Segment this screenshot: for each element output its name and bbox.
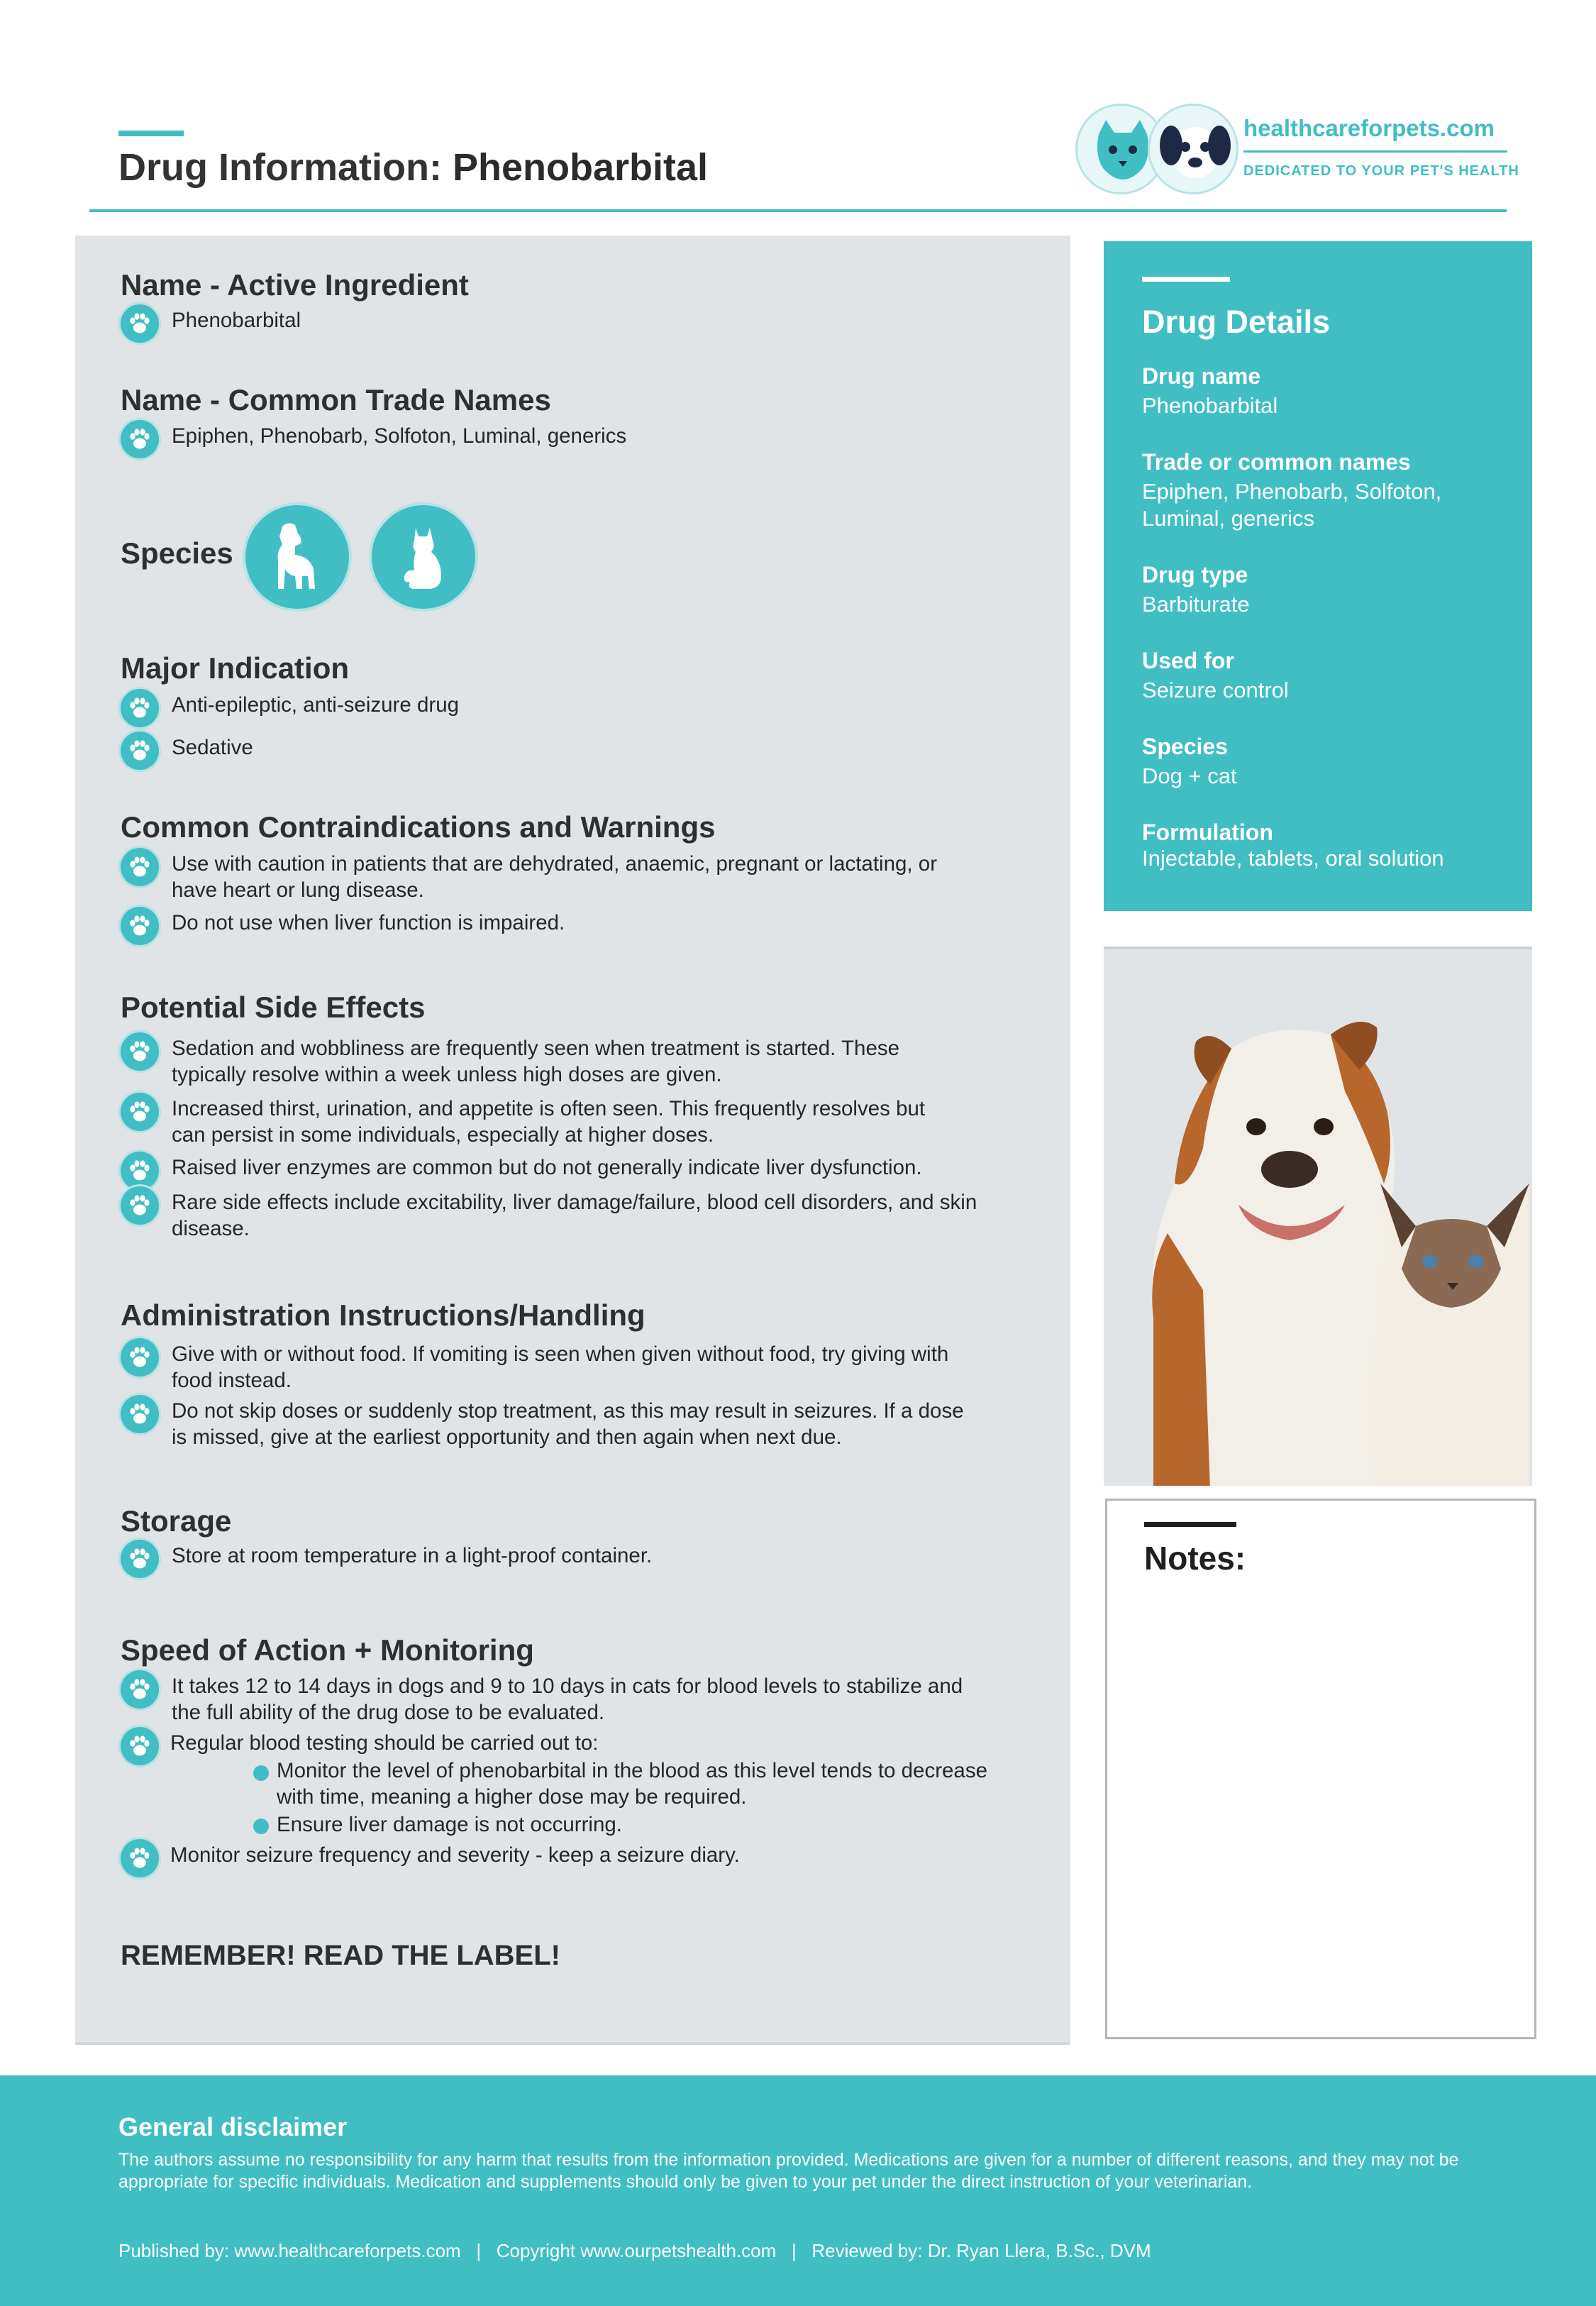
bullet-text: Increased thirst, urination, and appetite is often seen. This frequently resolves but can persist in some individuals, especially at higher doses. bbox=[172, 1097, 926, 1147]
title-drug-name: Phenobarbital bbox=[452, 146, 708, 189]
bullet-text: Do not use when liver function is impaired. bbox=[172, 911, 565, 934]
paw-icon bbox=[121, 1093, 159, 1131]
bullet-text: Store at room temperature in a light-proof container. bbox=[172, 1544, 653, 1567]
bullet-text: Epiphen, Phenobarb, Solfoton, Luminal, generics bbox=[172, 424, 627, 448]
notes-box[interactable] bbox=[1105, 1499, 1536, 2039]
bullet-text: Phenobarbital bbox=[172, 309, 301, 332]
paw-icon bbox=[121, 732, 159, 770]
detail-value-formulation: Injectable, tablets, oral solution bbox=[1142, 846, 1444, 871]
trade-names-heading: Name - Common Trade Names bbox=[121, 383, 551, 416]
detail-value-used-for: Seizure control bbox=[1142, 678, 1289, 702]
indication-heading: Major Indication bbox=[121, 651, 350, 685]
dog-icon bbox=[245, 505, 349, 609]
paw-icon bbox=[121, 689, 159, 727]
detail-label-drug-type: Drug type bbox=[1142, 562, 1248, 587]
paw-icon bbox=[121, 1032, 159, 1071]
paw-icon bbox=[121, 1338, 159, 1377]
footer-credits: Published by: www.healthcareforpets.com | Copyright www.ourpetshealth.com | Reviewed by: Dr. Ryan Llera, B.Sc., DVM bbox=[118, 2240, 1151, 2261]
paw-icon bbox=[121, 420, 159, 458]
paw-icon bbox=[121, 1186, 159, 1225]
contraindications-heading: Common Contraindications and Warnings bbox=[121, 810, 716, 844]
disclaimer-title: General disclaimer bbox=[118, 2112, 348, 2141]
detail-label-used-for: Used for bbox=[1142, 648, 1234, 673]
active-ingredient-heading: Name - Active Ingredient bbox=[121, 268, 469, 302]
paw-icon bbox=[121, 1540, 159, 1578]
disclaimer-text: The authors assume no responsibility for any harm that results from the information provided. Medications are given for a number of different reasons, and they may not be appropriate for specific individuals. Medication and supplements should only be given to your pet under the direct instruction of your veterinarian. bbox=[118, 2150, 1459, 2192]
detail-label-drug-name: Drug name bbox=[1142, 363, 1261, 389]
bullet-text: Rare side effects include excitability, liver damage/failure, blood cell disorders, and skin disease. bbox=[172, 1191, 977, 1240]
paw-icon bbox=[121, 1395, 159, 1433]
detail-label-trade-names: Trade or common names bbox=[1142, 449, 1411, 475]
detail-value-species: Dog + cat bbox=[1142, 763, 1237, 788]
bullet-text: Do not skip doses or suddenly stop treatment, as this may result in seizures. If a dose is missed, give at the earliest opportunity and then again when next due. bbox=[172, 1399, 964, 1449]
storage-heading: Storage bbox=[121, 1504, 232, 1538]
administration-heading: Administration Instructions/Handling bbox=[121, 1298, 645, 1332]
monitoring-heading: Speed of Action + Monitoring bbox=[121, 1633, 534, 1667]
bullet-text: Use with caution in patients that are dehydrated, anaemic, pregnant or lactating, or have heart or lung disease. bbox=[172, 852, 938, 902]
species-heading: Species bbox=[121, 536, 233, 570]
sub-bullet-dot bbox=[253, 1765, 269, 1781]
logo-divider bbox=[1243, 150, 1507, 153]
header-divider bbox=[89, 209, 1507, 212]
paw-icon bbox=[121, 1727, 159, 1765]
dog-face-icon bbox=[1148, 104, 1238, 194]
detail-label-formulation: Formulation bbox=[1142, 820, 1273, 845]
detail-value-drug-type: Barbiturate bbox=[1142, 592, 1250, 617]
paw-icon bbox=[121, 1839, 159, 1877]
sub-bullet-dot bbox=[253, 1819, 269, 1834]
bullet-text: Sedation and wobbliness are frequently seen when treatment is started. These typically resolve within a week unless high doses are given. bbox=[172, 1037, 900, 1086]
notes-accent-bar bbox=[1144, 1522, 1236, 1527]
details-accent-bar bbox=[1142, 277, 1230, 282]
sub-bullet-text: Monitor the level of phenobarbital in the blood as this level tends to decrease with time, meaning a higher dose may be required. bbox=[277, 1759, 987, 1809]
drug-details-panel bbox=[1104, 241, 1532, 911]
page-title bbox=[118, 145, 708, 189]
bullet-text: Raised liver enzymes are common but do not generally indicate liver dysfunction. bbox=[172, 1156, 922, 1179]
bullet-text: Sedative bbox=[172, 736, 253, 759]
bullet-text: Give with or without food. If vomiting is seen when given without food, try giving with food instead. bbox=[172, 1342, 949, 1392]
detail-label-species: Species bbox=[1142, 734, 1228, 759]
bullet-text: Monitor seizure frequency and severity - keep a seizure diary. bbox=[170, 1843, 740, 1867]
paw-icon bbox=[121, 907, 159, 945]
footer bbox=[0, 2075, 1596, 2306]
title-prefix: Drug Information: bbox=[118, 146, 453, 189]
bullet-text: Anti-epileptic, anti-seizure drug bbox=[172, 693, 460, 717]
paw-icon bbox=[121, 304, 159, 343]
header-accent-bar bbox=[118, 131, 184, 136]
bullet-text: Regular blood testing should be carried out to: bbox=[170, 1731, 599, 1755]
paw-icon bbox=[121, 1670, 159, 1709]
dog-and-cat-illustration bbox=[1104, 949, 1532, 1486]
logo-site-name: healthcareforpets.com bbox=[1243, 115, 1495, 141]
site-logo[interactable] bbox=[1075, 99, 1519, 199]
detail-value-trade-names: Epiphen, Phenobarb, Solfoton, Luminal, generics bbox=[1142, 479, 1442, 531]
cat-icon bbox=[372, 505, 475, 609]
detail-value-drug-name: Phenobarbital bbox=[1142, 393, 1278, 418]
notes-title: Notes: bbox=[1144, 1540, 1246, 1577]
paw-icon bbox=[121, 848, 159, 886]
remember-note: REMEMBER! READ THE LABEL! bbox=[121, 1940, 560, 1971]
pet-photo bbox=[1104, 947, 1532, 1486]
logo-tagline: DEDICATED TO YOUR PET'S HEALTH bbox=[1243, 163, 1519, 179]
side-effects-heading: Potential Side Effects bbox=[121, 991, 426, 1024]
paw-icon bbox=[121, 1152, 159, 1190]
details-title: Drug Details bbox=[1142, 304, 1331, 340]
bullet-text: It takes 12 to 14 days in dogs and 9 to 10 days in cats for blood levels to stabilize and the full ability of the drug dose to be evaluated. bbox=[172, 1675, 963, 1724]
sub-bullet-text: Ensure liver damage is not occurring. bbox=[277, 1813, 622, 1836]
